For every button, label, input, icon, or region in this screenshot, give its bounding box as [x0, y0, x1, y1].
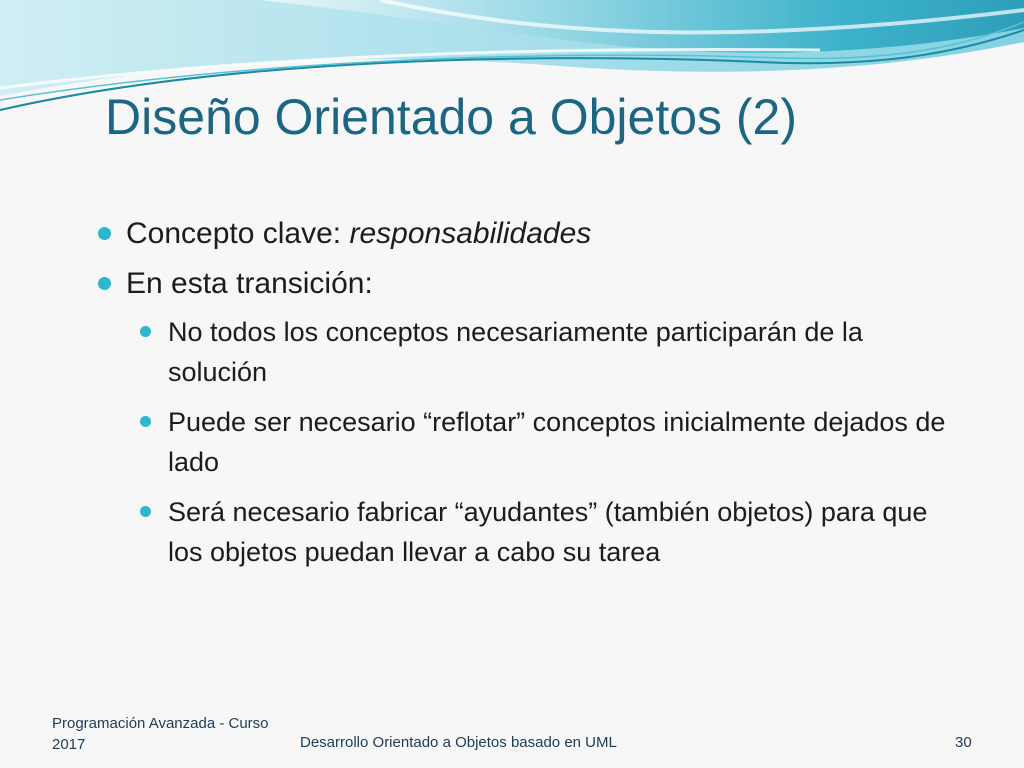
footer-title: Desarrollo Orientado a Objetos basado en UML [300, 734, 617, 751]
round-bullet-icon [98, 227, 111, 240]
round-bullet-icon [98, 277, 111, 290]
sub-bullet-item [140, 312, 958, 392]
bullet-text: En esta transición: [126, 267, 373, 300]
sub-bullet-text: Será necesario fabricar “ayudantes” (también objetos) para que los objetos puedan llevar a cabo su tarea [168, 497, 928, 567]
sub-bullet-item [140, 402, 958, 482]
round-bullet-icon [140, 506, 151, 517]
footer-course: Programación Avanzada - Curso 2017 [52, 715, 269, 753]
round-bullet-icon [140, 416, 151, 427]
round-bullet-icon [140, 326, 151, 337]
sub-bullet-item [140, 492, 958, 572]
sub-bullet-text: Puede ser necesario “reflotar” conceptos inicialmente dejados de lado [168, 407, 946, 477]
bullet-text: Concepto clave: [126, 217, 350, 250]
bullet-transition [98, 262, 958, 572]
slide-number: 30 [955, 734, 972, 751]
sub-bullet-list [98, 312, 958, 572]
sub-bullet-text: No todos los conceptos necesariamente participarán de la solución [168, 317, 863, 387]
bullet-list [98, 212, 958, 582]
bullet-key-concept [98, 212, 958, 256]
bullet-emphasis: responsabilidades [349, 217, 592, 250]
slide-title: Diseño Orientado a Objetos (2) [105, 89, 798, 145]
